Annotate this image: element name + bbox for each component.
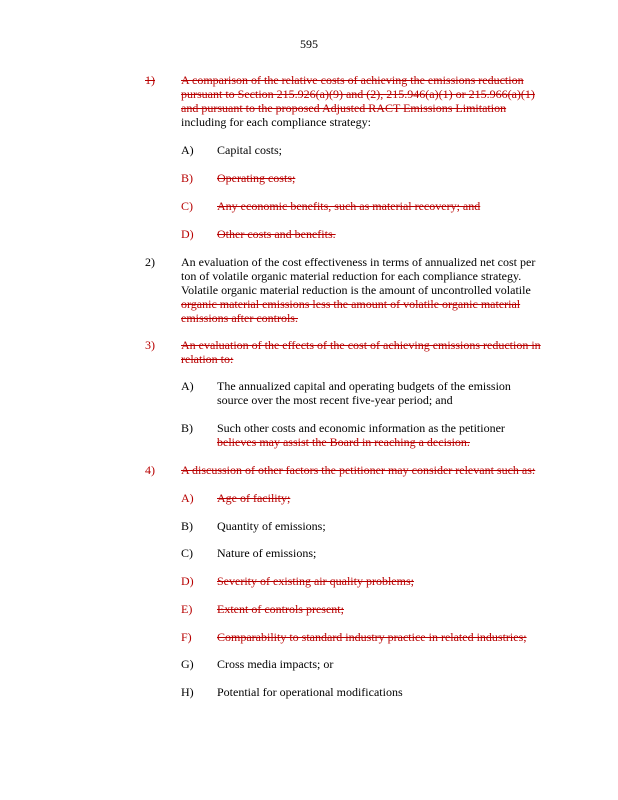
sub-line-1: Such other costs and economic information as the petitioner [217,421,505,435]
sub-number: D) [181,227,194,241]
item-4-sub-a [181,491,521,505]
item-4-sub-d [181,574,521,588]
item-4-sub-g [181,657,521,671]
sub-text: Any economic benefits, such as material recovery; and [217,199,481,213]
sub-line-2: believes may assist the Board in reaching a decision. [217,435,470,449]
sub-text: Age of facility; [217,491,291,505]
sub-text: Other costs and benefits. [217,227,336,241]
item-1-sub-d [181,227,521,241]
item-1-sub-c [181,199,521,213]
item-1-sub-a [181,143,521,157]
item-2-number: 2) [145,255,155,269]
sub-text: Extent of controls present; [217,602,344,616]
item-4-sub-h [181,685,521,699]
sub-text: Capital costs; [217,143,282,157]
sub-text: Comparability to standard industry practice in related industries; [217,630,527,644]
sub-line-1: The annualized capital and operating budgets of the emission [217,379,511,393]
sub-text: Quantity of emissions; [217,519,326,533]
item-4-number: 4) [145,463,155,477]
item-2-line-1: An evaluation of the cost effectiveness in terms of annualized net cost per [181,255,536,269]
sub-text: Nature of emissions; [217,546,317,560]
sub-number: F) [181,630,192,644]
item-1-line-1: A comparison of the relative costs of achieving the emissions reduction [181,73,524,87]
sub-text: Operating costs; [217,171,296,185]
item-1-line-3: and pursuant to the proposed Adjusted RACT Emissions Limitation [181,101,507,115]
item-3 [145,338,545,366]
sub-number: A) [181,491,194,505]
sub-number: B) [181,171,193,185]
item-4-line-1: A discussion of other factors the petitioner may consider relevant such as: [181,463,536,477]
sub-number: C) [181,546,193,560]
item-2-line-3: Volatile organic material reduction is the amount of uncontrolled volatile [181,283,531,297]
item-4-sub-f [181,630,541,644]
item-4-sub-e [181,602,521,616]
item-3-sub-a [181,379,521,407]
item-4-sub-c [181,546,521,560]
sub-text: Cross media impacts; or [217,657,334,671]
item-3-number: 3) [145,338,155,352]
item-4 [145,463,545,477]
sub-number: B) [181,421,193,435]
sub-number: A) [181,379,194,393]
item-1-number: 1) [145,73,155,87]
sub-number: A) [181,143,194,157]
item-1-line-4: including for each compliance strategy: [181,115,371,129]
item-2-line-5: emissions after controls. [181,311,298,325]
item-2-line-4: organic material emissions less the amount of volatile organic material [181,297,521,311]
item-2 [145,255,545,325]
sub-number: B) [181,519,193,533]
sub-number: E) [181,602,193,616]
sub-number: H) [181,685,194,699]
item-1-sub-b [181,171,521,185]
sub-number: G) [181,657,194,671]
item-4-sub-b [181,519,521,533]
item-1-line-2: pursuant to Section 215.926(a)(9) and (2), 215.946(a)(1) or 215.966(a)(1) [181,87,535,101]
item-3-line-1: An evaluation of the effects of the cost of achieving emissions reduction in [181,338,541,352]
page-number: 595 [300,37,318,51]
sub-line-2: source over the most recent five-year period; and [217,393,453,407]
sub-number: D) [181,574,194,588]
item-1 [145,73,545,129]
sub-number: C) [181,199,193,213]
item-3-line-2: relation to: [181,352,234,366]
item-2-line-2: ton of volatile organic material reduction for each compliance strategy. [181,269,522,283]
sub-text: Severity of existing air quality problems; [217,574,414,588]
sub-text: Potential for operational modifications [217,685,403,699]
item-3-sub-b [181,421,521,449]
